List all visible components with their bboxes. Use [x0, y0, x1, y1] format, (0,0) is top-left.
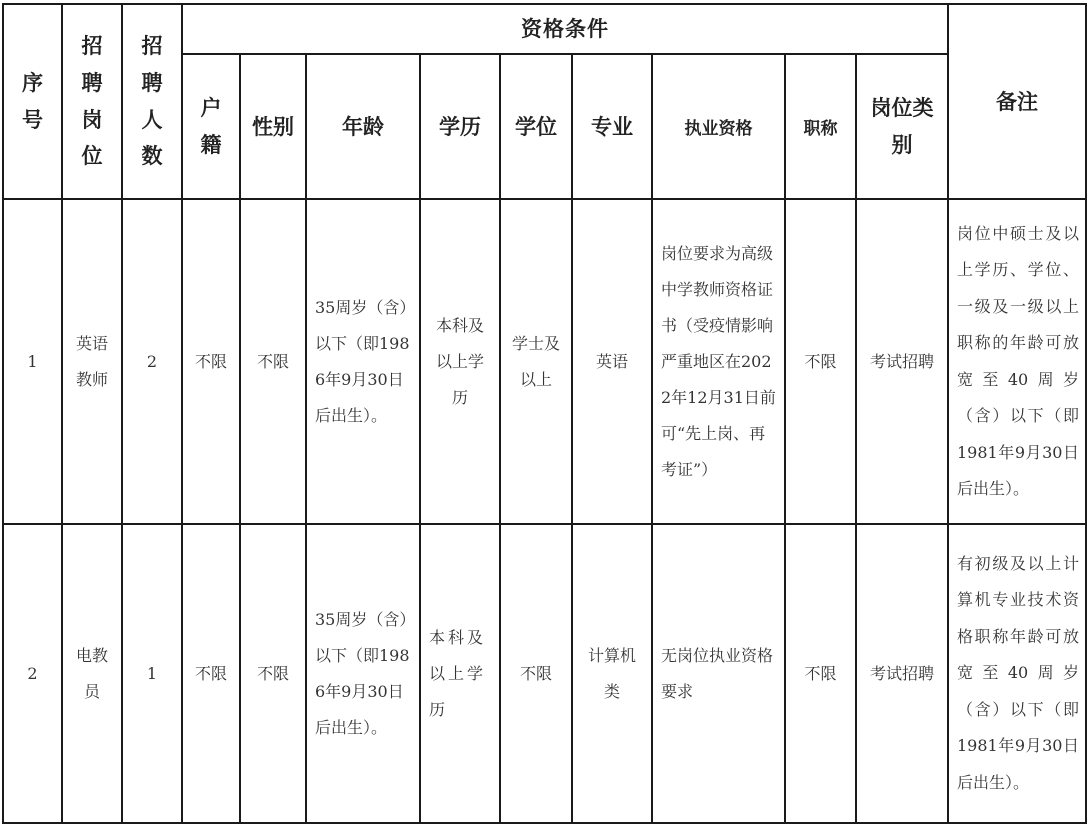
cell-post: 电教员 — [62, 524, 122, 823]
cell-age: 35周岁（含）以下（即1986年9月30日后出生）。 — [306, 524, 420, 823]
header-hukou: 户籍 — [182, 54, 240, 199]
table-row — [3, 524, 1086, 823]
header-row-1 — [3, 4, 1086, 54]
header-degree: 学位 — [500, 54, 572, 199]
header-post-type: 岗位类别 — [856, 54, 948, 199]
cell-major: 英语 — [572, 199, 652, 524]
cell-education: 本科及以上学历 — [420, 199, 500, 524]
cell-license: 无岗位执业资格要求 — [652, 524, 785, 823]
cell-degree: 学士及以上 — [500, 199, 572, 524]
header-count: 招聘人数 — [122, 4, 182, 199]
cell-gender: 不限 — [240, 524, 306, 823]
cell-title: 不限 — [785, 524, 856, 823]
cell-post: 英语教师 — [62, 199, 122, 524]
cell-education: 本科及以上学历 — [420, 524, 500, 823]
cell-seq: 1 — [3, 199, 62, 524]
cell-gender: 不限 — [240, 199, 306, 524]
recruitment-table — [2, 3, 1087, 824]
cell-degree: 不限 — [500, 524, 572, 823]
header-education: 学历 — [420, 54, 500, 199]
header-seq: 序号 — [3, 4, 62, 199]
table-row — [3, 199, 1086, 524]
cell-license: 岗位要求为高级中学教师资格证书（受疫情影响严重地区在2022年12月31日前可“先上岗、再考证”） — [652, 199, 785, 524]
cell-count: 1 — [122, 524, 182, 823]
cell-major: 计算机类 — [572, 524, 652, 823]
cell-remarks: 岗位中硕士及以上学历、学位、一级及一级以上职称的年龄可放宽至40周岁（含）以下（即1981年9月30日后出生）。 — [948, 199, 1086, 524]
header-title: 职称 — [785, 54, 856, 199]
header-post: 招聘岗位 — [62, 4, 122, 199]
header-gender: 性别 — [240, 54, 306, 199]
cell-remarks: 有初级及以上计算机专业技术资格职称年龄可放宽至40周岁（含）以下（即1981年9月30日后出生）。 — [948, 524, 1086, 823]
cell-age: 35周岁（含）以下（即1986年9月30日后出生）。 — [306, 199, 420, 524]
cell-hukou: 不限 — [182, 199, 240, 524]
cell-post-type: 考试招聘 — [856, 524, 948, 823]
header-qualifications: 资格条件 — [182, 4, 948, 54]
header-age: 年龄 — [306, 54, 420, 199]
header-license: 执业资格 — [652, 54, 785, 199]
header-remarks: 备注 — [948, 4, 1086, 199]
cell-seq: 2 — [3, 524, 62, 823]
cell-title: 不限 — [785, 199, 856, 524]
cell-hukou: 不限 — [182, 524, 240, 823]
header-major: 专业 — [572, 54, 652, 199]
cell-post-type: 考试招聘 — [856, 199, 948, 524]
cell-count: 2 — [122, 199, 182, 524]
